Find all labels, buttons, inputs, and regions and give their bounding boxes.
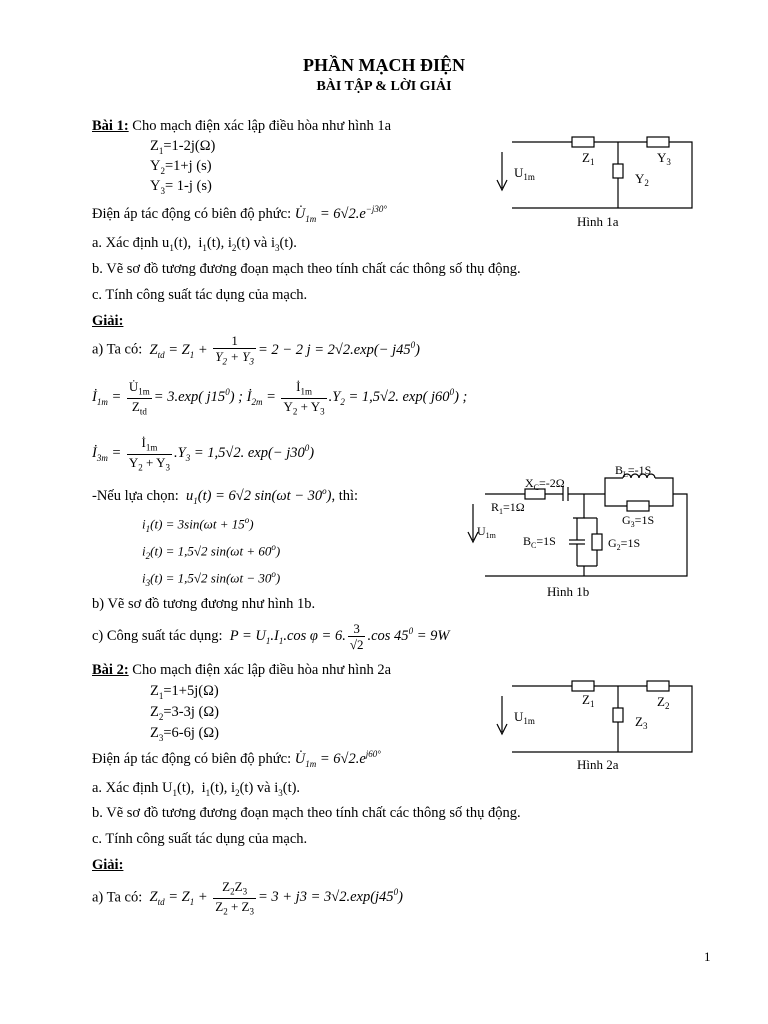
page-number: 1 [704, 949, 711, 964]
bai2-label: Bài 2: [92, 662, 129, 678]
bai1-a-prefix: a) Ta có: [92, 341, 143, 358]
bai1-choose-then: , thì: [331, 487, 359, 504]
bai2-heading [92, 663, 391, 678]
fig1a-z1-label: $Z_1$ [582, 150, 595, 167]
bai2-intro: Cho mạch điện xác lập điều hòa như hình 2a [132, 662, 392, 678]
fig2a-z1-label: $Z_1$ [582, 692, 595, 709]
bai1-answer-b: b) Vẽ sơ đồ tương đương như hình 1b. [92, 596, 316, 612]
bai1-i1m-eq: $İ_{1m}$ = $\frac{U̇_{1m}}{Z_{td}}$ = 3.exp( $j15^0$) ; $İ_{2m}$ = $\frac{İ_{1m}}{Y_2 + Y_3}$ $.Y_2 = 1,5√2$. exp( $j60^0$) ; [92, 379, 468, 417]
bai1-i2t: $i_2(t) = 1,5√2$ $\sin(\omega t + 60^o)$ [142, 542, 281, 561]
bai1-question-b: b. Vẽ sơ đồ tương đương đoạn mạch theo tính chất các thông số thụ động. [92, 261, 521, 277]
bai1-y2: $Y_2=1+j$ (s) [150, 158, 212, 176]
figure-2a [492, 676, 712, 776]
bai1-question-c: c. Tính công suất tác dụng của mạch. [92, 287, 308, 303]
fig2a-z3-label: $Z_3$ [635, 714, 648, 731]
fig1b-bl-label: $B_L=-1S$ [615, 463, 652, 479]
bai1-ztd-eq: a) Ta có: $Z_{td} = Z_1$ + $\frac{1}{Y_2 + Y_3}$ = 2 − 2 $j = 2√2.\exp(- j45^0)$ [92, 333, 420, 367]
fig1a-y3-label: $Y_3$ [657, 150, 671, 167]
fig1b-bc-label: $B_C=1S$ [523, 534, 556, 550]
fig1a-y2-label: $Y_2$ [635, 171, 649, 188]
fig1b-r1-label: $R_1=1\Omega$ [491, 500, 525, 516]
fig1b-g3-label: $G_3=1S$ [622, 513, 655, 529]
bai2-z3: $Z_3=6-6j$ (Ω) [150, 725, 219, 743]
bai1-i3m-eq: $İ_{3m}$ = $\frac{İ_{1m}}{Y_2 + Y_3}$ $.Y_3 = 1,5√2$. $\exp(- j30^0)$ [92, 435, 315, 473]
bai2-voltage [92, 750, 381, 769]
bai1-voltage-eq: $U̇_{1m} = 6√2.e^{-j30^\circ}$ [294, 204, 387, 224]
fig1b-xc-label: $X_C=-2\Omega$ [525, 476, 565, 492]
fig1b-caption: Hình 1b [547, 584, 590, 599]
figure-1a [492, 130, 712, 235]
bai1-solution-label: Giải: [92, 313, 124, 329]
bai1-heading [92, 119, 391, 134]
bai2-voltage-text: Điện áp tác động có biên độ phức: [92, 750, 292, 767]
bai1-question-a: a. Xác định $u_1(t)$, $i_1(t)$, $i_2(t)$ và $i_3(t)$. [92, 235, 297, 253]
bai2-question-c: c. Tính công suất tác dụng của mạch. [92, 831, 308, 847]
bai1-choose-text: -Nếu lựa chọn: [92, 487, 179, 504]
bai2-question-b: b. Vẽ sơ đồ tương đương đoạn mạch theo tính chất các thông số thụ động. [92, 805, 521, 821]
bai1-intro: Cho mạch điện xác lập điều hòa như hình 1a [132, 118, 392, 134]
bai2-question-a: a. Xác định $U_1(t)$, $i_1(t)$, $i_2(t)$ và $i_3(t)$. [92, 780, 301, 798]
bai2-z1: $Z_1=1+5j(\Omega)$ [150, 683, 219, 701]
figure-1b [465, 462, 705, 602]
fig1b-source-label: $U_{1m}$ [477, 524, 496, 540]
fig2a-source-label: $U_{1m}$ [514, 709, 535, 726]
bai1-answer-c-text: c) Công suất tác dụng: [92, 627, 223, 644]
page-subtitle: BÀI TẬP & LỜI GIẢI [316, 79, 452, 94]
page-title: PHẦN MẠCH ĐIỆN [303, 55, 465, 75]
bai2-a-prefix: a) Ta có: [92, 889, 143, 906]
fig1a-source-label: $U_{1m}$ [514, 165, 535, 182]
bai2-ztd-eq: a) Ta có: $Z_{td} = Z_1$ + $\frac{Z_2Z_3}{Z_2 + Z_3}$ = $3 + j3 = 3√2.\exp(j45^0)$ [92, 879, 403, 917]
fig2a-caption: Hình 2a [577, 757, 619, 772]
fig1b-g2-label: $G_2=1S$ [608, 536, 641, 552]
bai2-voltage-eq: $U̇_{1m} = 6√2.e^{j60^\circ}$ [294, 749, 381, 769]
bai1-i1t: $i_1(t) = 3\sin(\omega t + 15^o)$ [142, 515, 254, 534]
bai2-solution-label: Giải: [92, 857, 124, 873]
bai1-label: Bài 1: [92, 118, 129, 134]
fig1a-caption: Hình 1a [577, 214, 619, 229]
bai2-z2: $Z_2=3-3j$ (Ω) [150, 704, 219, 722]
bai1-i3t: $i_3(t) = 1,5√2$ $\sin(\omega t - 30^o)$ [142, 569, 281, 588]
fig2a-z2-label: $Z_2$ [657, 694, 670, 711]
bai1-answer-c: c) Công suất tác dụng: $P = U_1.I_1.\cos$ φ = 6. $\frac{3}{√2}$ .cos $45^0 = 9W$ [92, 621, 450, 652]
bai1-choose: -Nếu lựa chọn: $u_1(t) = 6√2$ $\sin(\omega t - 30^o)$, thì: [92, 486, 359, 506]
bai1-y3: $Y_3= 1-j$ (s) [150, 178, 212, 196]
bai1-z1: $Z_1=1-2j(\Omega)$ [150, 138, 216, 156]
bai1-voltage-text: Điện áp tác động có biên độ phức: [92, 205, 292, 222]
bai1-voltage [92, 205, 387, 224]
